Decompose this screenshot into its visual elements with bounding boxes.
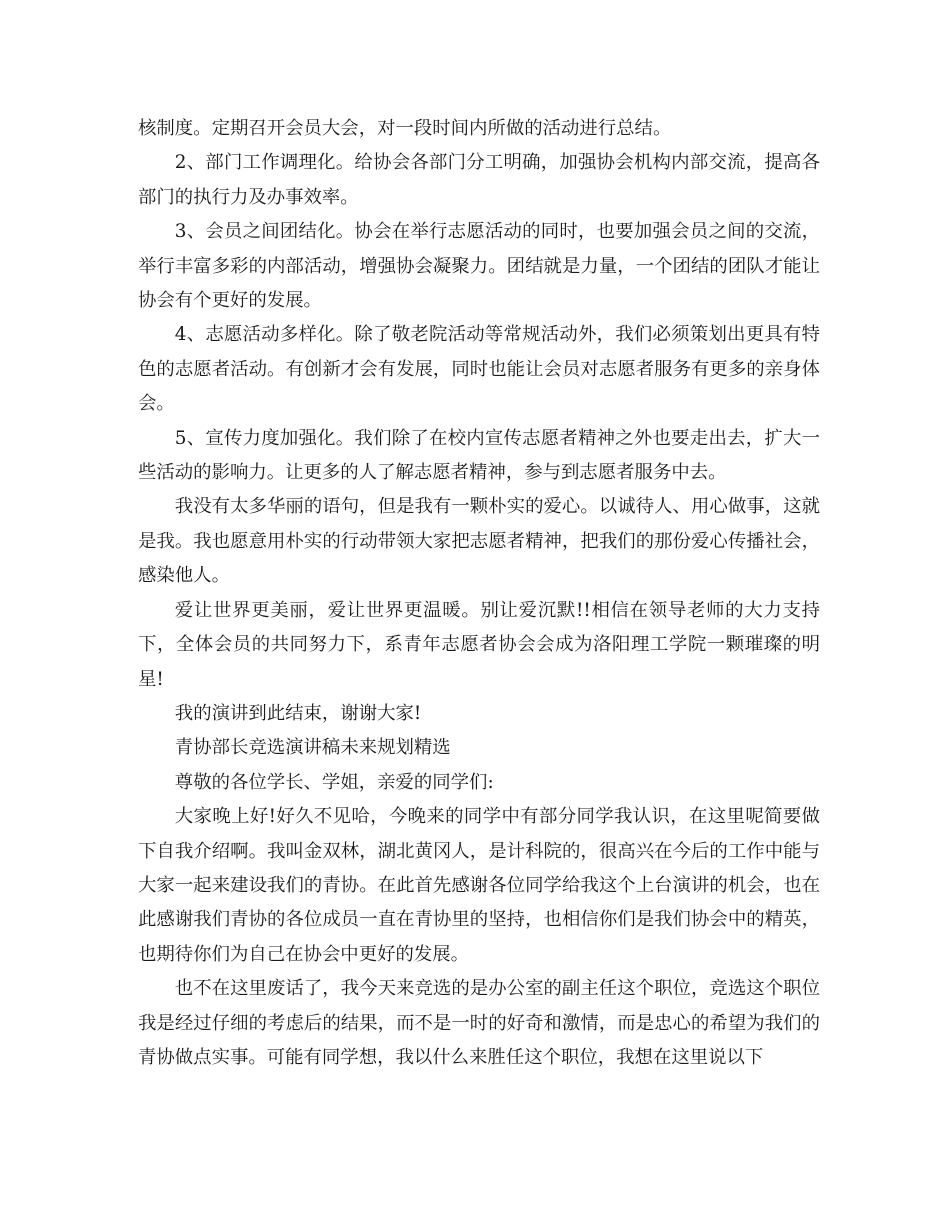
paragraph-12: 也不在这里废话了，我今天来竞选的是办公室的副主任这个职位，竞选这个职位我是经过仔细的考虑后的结果，而不是一时的好奇和激情，而是忠心的希望为我们的青协做点实事。可能有同学想，我以什么来胜任这个职位，我想在这里说以下 <box>138 978 820 1068</box>
paragraph-4: 4、志愿活动多样化。除了敬老院活动等常规活动外，我们必须策划出更具有特色的志愿者活动。有创新才会有发展，同时也能让会员对志愿者服务有更多的亲身体会。 <box>138 324 820 415</box>
paragraph-5: 5、宣传力度加强化。我们除了在校内宣传志愿者精神之外也要走出去，扩大一些活动的影响力。让更多的人了解志愿者精神，参与到志愿者服务中去。 <box>138 427 820 484</box>
paragraph-11: 大家晚上好!好久不见哈，今晚来的同学中有部分同学我认识，在这里呢简要做下自我介绍啊。我叫金双林，湖北黄冈人，是计科院的，很高兴在今后的工作中能与大家一起来建设我们的青协。在此首先感谢各位同学给我这个上台演讲的机会，也在此感谢我们青协的各位成员一直在青协里的坚持，也相信你们是我们协会中的精英，也期待你们为自己在协会中更好的发展。 <box>138 806 820 965</box>
paragraph-8: 我的演讲到此结束，谢谢大家! <box>174 702 422 724</box>
paragraph-1: 核制度。定期召开会员大会，对一段时间内所做的活动进行总结。 <box>138 118 672 139</box>
paragraph-7: 爱让世界更美丽，爱让世界更温暖。别让爱沉默!!相信在领导老师的大力支持下，全体会员的共同努力下，系青年志愿者协会会成为洛阳理工学院一颗璀璨的明星! <box>138 599 820 690</box>
paragraph-2: 2、部门工作调理化。给协会各部门分工明确，加强协会机构内部交流，提高各部门的执行力及办事效率。 <box>138 152 820 208</box>
salutation: 尊敬的各位学长、学姐，亲爱的同学们: <box>174 771 494 793</box>
document-body <box>138 112 820 1075</box>
section-title: 青协部长竞选演讲稿未来规划精选 <box>174 737 451 759</box>
paragraph-3: 3、会员之间团结化。协会在举行志愿活动的同时，也要加强会员之间的交流，举行丰富多彩的内部活动，增强协会凝聚力。团结就是力量，一个团结的团队才能让协会有个更好的发展。 <box>138 221 820 312</box>
paragraph-6: 我没有太多华丽的语句，但是我有一颗朴实的爱心。以诚待人、用心做事，这就是我。我也愿意用朴实的行动带领大家把志愿者精神，把我们的那份爱心传播社会，感染他人。 <box>138 496 820 587</box>
